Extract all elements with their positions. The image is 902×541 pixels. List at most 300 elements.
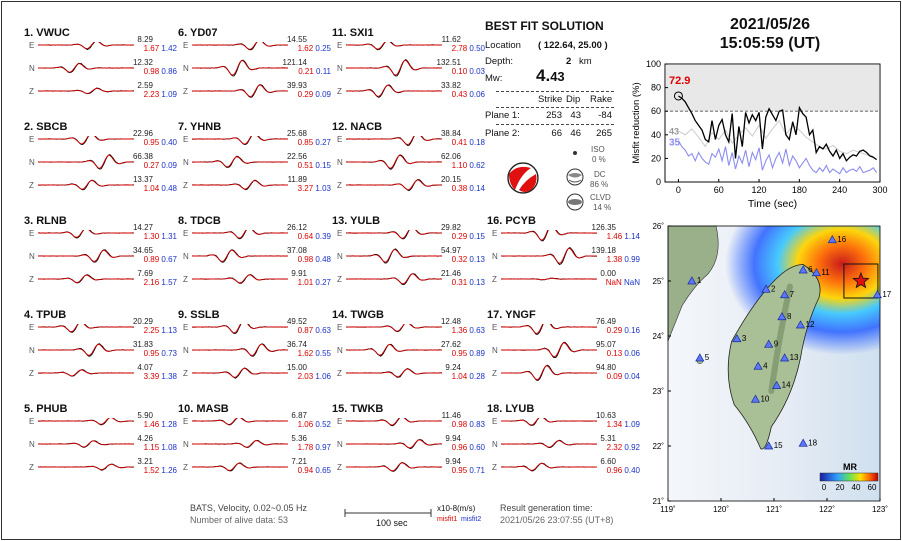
high-reduction-band <box>665 64 880 111</box>
observed-trace <box>346 230 442 239</box>
component-label: N <box>29 252 35 261</box>
component-label: N <box>29 346 35 355</box>
trace-amplitude: 9.24 <box>445 363 461 372</box>
trace-misfit <box>275 466 331 475</box>
misfit1-value: 0.21 <box>298 67 314 76</box>
trace-misfit <box>429 90 485 99</box>
misfit1-value: 1.67 <box>143 44 160 53</box>
misfit1-value: 0.10 <box>451 67 468 76</box>
misfit2-value: 1.03 <box>313 184 331 193</box>
trace-amplitude: 33.82 <box>440 81 461 90</box>
synthetic-trace <box>192 61 288 75</box>
synthetic-trace <box>501 343 597 357</box>
misfit2-value: 0.25 <box>313 44 331 53</box>
misfit1-value: 0.13 <box>606 349 623 358</box>
misfit2-value: 0.03 <box>467 67 485 76</box>
synthetic-trace <box>192 250 288 261</box>
plane2-label: Plane 2: <box>485 128 520 139</box>
trace-amplitude: 139.18 <box>591 246 616 255</box>
trace-amplitude: 13.37 <box>132 175 153 184</box>
station-title: 17. YNGF <box>487 309 536 321</box>
mw-value: 4.43 <box>536 66 565 85</box>
component-label: Z <box>337 87 342 96</box>
station-title: 1. VWUC <box>24 27 70 39</box>
station-label: 12 <box>805 320 815 329</box>
event-date: 2021/05/26 <box>729 16 811 33</box>
trace-amplitude: 36.74 <box>286 340 307 349</box>
component-label: E <box>29 323 35 332</box>
synthetic-trace <box>192 181 288 189</box>
trace-amplitude: 49.52 <box>286 317 307 326</box>
trace-amplitude: 5.31 <box>600 434 616 443</box>
misfit1-value: 1.62 <box>297 349 314 358</box>
misfit2-value: 1.38 <box>159 372 177 381</box>
trace-misfit <box>275 67 331 76</box>
misfit2-value: 0.06 <box>622 349 640 358</box>
trace-misfit <box>275 278 331 287</box>
x-tick-label: 180 <box>791 185 807 195</box>
trace-amplitude: 38.84 <box>440 129 461 138</box>
misfit1-value: 1.04 <box>143 184 160 193</box>
event-time: 15:05:59 (UT) <box>719 35 821 52</box>
lat-tick-label: 24˚ <box>652 332 664 341</box>
synthetic-trace <box>38 136 134 144</box>
misfit2-value: 1.26 <box>159 466 177 475</box>
misfit1-value: 2.78 <box>451 44 468 53</box>
synthetic-trace <box>501 230 597 240</box>
station-title: 13. YULB <box>332 215 381 227</box>
trace-misfit <box>429 138 485 147</box>
observed-trace <box>192 418 288 425</box>
y-tick-label: 60 <box>650 106 661 117</box>
trace-amplitude: 8.29 <box>137 35 153 44</box>
trace-amplitude: 15.00 <box>286 363 307 372</box>
synthetic-trace <box>192 85 288 97</box>
component-label: E <box>492 323 498 332</box>
trace-misfit <box>275 138 331 147</box>
trace-amplitude: 25.68 <box>286 129 307 138</box>
trace-misfit <box>121 349 177 358</box>
lat-tick-label: 23˚ <box>652 387 664 396</box>
trace-misfit <box>121 255 177 264</box>
y-tick-label: 80 <box>650 82 661 93</box>
trace-amplitude: 2.59 <box>137 81 153 90</box>
misfit1-value: 2.03 <box>297 372 314 381</box>
dip-header: Dip <box>566 94 581 105</box>
misfit1-value: 0.31 <box>451 278 468 287</box>
station-label: 8 <box>786 311 792 321</box>
location-label: Location <box>485 40 521 51</box>
trace-amplitude: 27.62 <box>440 340 461 349</box>
trace-amplitude: 9.94 <box>445 434 461 443</box>
synthetic-trace <box>38 464 134 469</box>
trace-amplitude: 34.65 <box>132 246 153 255</box>
station-title: 18. LYUB <box>487 403 535 415</box>
misfit1-value: 1.38 <box>606 255 623 264</box>
component-label: E <box>29 417 35 426</box>
misfit2-value: 0.55 <box>313 349 331 358</box>
trace-amplitude: 39.93 <box>286 81 307 90</box>
misfit2-value: 0.99 <box>622 255 640 264</box>
component-label: N <box>337 64 343 73</box>
observed-trace <box>501 230 597 241</box>
x-tick-label: 300 <box>872 185 888 195</box>
trace-misfit <box>121 443 177 452</box>
misfit1-value: 0.29 <box>606 326 623 335</box>
trace-amplitude: 20.15 <box>440 175 461 184</box>
component-label: N <box>183 440 189 449</box>
synthetic-trace <box>346 180 442 190</box>
misfit2-value: 0.97 <box>313 443 331 452</box>
synthetic-trace <box>38 344 134 355</box>
plane2-rake: 265 <box>596 128 612 139</box>
dc-icon <box>566 168 584 186</box>
trace-misfit <box>275 326 331 335</box>
misfit1-value: 0.95 <box>451 466 468 475</box>
colorbar <box>820 473 878 481</box>
station-title: 10. MASB <box>178 403 229 415</box>
misfit2-value: 0.11 <box>313 67 331 76</box>
table-divider <box>496 124 614 125</box>
misfit2-value: 0.27 <box>313 138 331 147</box>
trace-amplitude: 0.00 <box>600 269 616 278</box>
dc-label: DC <box>594 170 606 179</box>
trace-amplitude: 22.96 <box>132 129 153 138</box>
misfit1-value: 1.62 <box>297 44 314 53</box>
colorbar-tick-label: 40 <box>851 483 861 492</box>
station-label: 18 <box>808 438 818 448</box>
station-label: 16 <box>837 234 847 244</box>
observed-trace <box>38 324 134 332</box>
misfit1-value: 3.39 <box>143 372 160 381</box>
trace-misfit <box>275 420 331 429</box>
component-label: Z <box>29 463 34 472</box>
rake-header: Rake <box>590 94 613 105</box>
synthetic-trace <box>38 370 134 376</box>
station-title: 14. TWGB <box>332 309 384 321</box>
misfit1-value: 2.32 <box>606 443 623 452</box>
component-label: Z <box>29 87 34 96</box>
beachball-icon <box>505 160 541 196</box>
x-axis-label: Time (sec) <box>747 198 798 210</box>
station-title: 11. SXI1 <box>332 27 374 39</box>
trace-misfit <box>429 466 485 475</box>
component-label: N <box>29 158 35 167</box>
y-tick-label: 0 <box>655 177 661 187</box>
trace-amplitude: 121.14 <box>282 58 307 67</box>
iso-value: 0 % <box>592 155 606 164</box>
iso-label: ISO <box>591 145 605 154</box>
time-scale-bar <box>343 508 435 518</box>
synthetic-trace <box>346 369 442 377</box>
misfit1-value: 1.46 <box>606 232 623 241</box>
synthetic-trace <box>192 368 288 377</box>
misfit2-value: 1.09 <box>622 420 640 429</box>
trace-misfit <box>121 161 177 170</box>
misfit1-value: 1.46 <box>143 420 160 429</box>
station-title: 2. SBCB <box>24 121 68 133</box>
depth-label: Depth: <box>485 56 513 67</box>
trace-misfit <box>584 232 640 241</box>
trace-misfit <box>584 278 640 287</box>
component-label: E <box>29 229 35 238</box>
misfit1-value: 1.34 <box>606 420 623 429</box>
lat-tick-label: 26˚ <box>652 222 664 231</box>
misfit1-value: 1.04 <box>451 372 468 381</box>
trace-misfit <box>275 372 331 381</box>
misfit1-value: 0.29 <box>297 90 314 99</box>
trace-amplitude: 29.82 <box>440 223 461 232</box>
trace-misfit <box>429 372 485 381</box>
trace-misfit <box>584 326 640 335</box>
trace-amplitude: 9.91 <box>291 269 307 278</box>
trace-amplitude: 20.29 <box>132 317 153 326</box>
plane1-label: Plane 1: <box>485 110 520 121</box>
station-label: 7 <box>789 289 795 299</box>
iso-icon <box>571 148 581 158</box>
misfit2-value: 0.62 <box>467 161 485 170</box>
misfit1-value: 0.27 <box>143 161 160 170</box>
component-label: Z <box>183 463 188 472</box>
plane2-dip: 46 <box>570 128 581 139</box>
misfit2-value: 1.08 <box>159 443 177 452</box>
component-label: N <box>337 440 343 449</box>
trace-amplitude: 9.94 <box>445 457 461 466</box>
synthetic-trace <box>192 418 288 424</box>
trace-amplitude: 95.07 <box>595 340 616 349</box>
synthetic-trace <box>346 230 442 238</box>
station-label: 3 <box>741 333 747 343</box>
trace-misfit <box>121 278 177 287</box>
observed-trace <box>346 324 442 332</box>
trace-amplitude: 76.49 <box>595 317 616 326</box>
trace-amplitude: 5.90 <box>137 411 153 420</box>
synthetic-trace <box>346 42 442 49</box>
misfit1-value: 1.10 <box>451 161 468 170</box>
misfit1-value: 1.30 <box>143 232 160 241</box>
misfit1-value: 0.89 <box>143 255 160 264</box>
component-label: Z <box>29 181 34 190</box>
misfit2-value: 0.83 <box>467 420 485 429</box>
trace-misfit <box>429 278 485 287</box>
misfit2-value: NaN <box>621 278 640 287</box>
component-label: E <box>29 135 35 144</box>
blue-series-label: 35 <box>669 137 681 149</box>
station-title: 16. PCYB <box>487 215 536 227</box>
lat-tick-label: 25˚ <box>652 277 664 286</box>
synthetic-trace <box>501 324 597 333</box>
plane1-rake: -84 <box>598 110 612 121</box>
trace-misfit <box>429 67 485 76</box>
misfit1-legend: misfit1 <box>437 516 458 523</box>
misfit2-value: 0.40 <box>622 466 640 475</box>
component-label: N <box>492 252 498 261</box>
misfit2-value: 1.14 <box>622 232 640 241</box>
misfit1-value: 1.52 <box>143 466 160 475</box>
misfit1-value: 1.01 <box>297 278 314 287</box>
component-label: N <box>337 252 343 261</box>
synthetic-trace <box>38 88 134 93</box>
station-map <box>640 218 892 524</box>
trace-amplitude: 12.32 <box>132 58 153 67</box>
misfit1-value: 0.29 <box>451 232 468 241</box>
misfit1-value: 0.85 <box>297 138 314 147</box>
trace-misfit <box>429 44 485 53</box>
misfit1-value: 2.23 <box>143 90 160 99</box>
component-label: Z <box>183 87 188 96</box>
component-label: Z <box>29 275 34 284</box>
strike-header: Strike <box>538 94 563 105</box>
component-label: E <box>337 41 343 50</box>
trace-amplitude: 14.55 <box>286 35 307 44</box>
station-label: 13 <box>789 353 799 362</box>
misfit1-value: 0.43 <box>451 90 468 99</box>
misfit2-legend: misfit2 <box>461 516 482 523</box>
x-tick-label: 120 <box>751 185 767 195</box>
component-label: Z <box>337 181 342 190</box>
clvd-icon <box>566 193 584 211</box>
misfit1-value: NaN <box>605 278 622 287</box>
misfit2-value: 0.89 <box>467 349 485 358</box>
trace-amplitude: 7.69 <box>137 269 153 278</box>
synthetic-trace <box>346 324 442 331</box>
misfit2-value: 0.39 <box>313 232 331 241</box>
trace-amplitude: 22.56 <box>286 152 307 161</box>
trace-misfit <box>275 255 331 264</box>
synthetic-trace <box>501 441 597 447</box>
synthetic-trace <box>38 275 134 282</box>
misfit2-value: 1.06 <box>313 372 331 381</box>
misfit2-value: 0.48 <box>313 255 331 264</box>
synthetic-trace <box>346 85 442 96</box>
synthetic-trace <box>192 42 288 49</box>
misfit1-value: 0.87 <box>297 326 314 335</box>
trace-amplitude: 126.35 <box>591 223 616 232</box>
colorbar-tick-label: 0 <box>821 483 827 492</box>
trace-amplitude: 66.38 <box>132 152 153 161</box>
station-title: 9. SSLB <box>178 309 220 321</box>
misfit2-value: 0.15 <box>467 232 485 241</box>
result-title: Result generation time: <box>500 503 593 513</box>
trace-misfit <box>429 184 485 193</box>
dc-value: 86 % <box>590 180 609 189</box>
station-label: 17 <box>882 289 892 299</box>
component-label: E <box>492 417 498 426</box>
component-label: E <box>337 417 343 426</box>
lat-tick-label: 22˚ <box>652 442 664 451</box>
misfit2-value: 0.13 <box>467 255 485 264</box>
trace-amplitude: 5.36 <box>291 434 307 443</box>
misfit1-value: 1.15 <box>143 443 160 452</box>
component-label: E <box>337 323 343 332</box>
misfit2-value: 0.15 <box>313 161 331 170</box>
component-label: Z <box>183 369 188 378</box>
trace-misfit <box>275 90 331 99</box>
station-label: 4 <box>763 361 768 371</box>
station-title: 15. TWKB <box>332 403 384 415</box>
trace-amplitude: 7.21 <box>291 457 307 466</box>
trace-amplitude: 62.06 <box>440 152 461 161</box>
misfit1-value: 0.38 <box>451 184 468 193</box>
misfit1-value: 0.98 <box>451 420 468 429</box>
unit-label: x10-8(m/s) <box>437 504 476 513</box>
misfit2-value: 0.28 <box>467 372 485 381</box>
misfit2-value: 0.04 <box>622 372 640 381</box>
misfit1-value: 1.78 <box>297 443 314 452</box>
component-label: E <box>183 229 189 238</box>
misfit1-value: 0.95 <box>143 349 160 358</box>
colorbar-tick-label: 60 <box>867 483 877 492</box>
trace-misfit <box>275 184 331 193</box>
peak-label: 72.9 <box>669 75 691 87</box>
table-divider <box>496 91 614 92</box>
footer-alive-data: Number of alive data: 53 <box>190 515 289 525</box>
trace-misfit <box>584 466 640 475</box>
misfit2-value: 0.09 <box>313 90 331 99</box>
trace-amplitude: 37.08 <box>286 246 307 255</box>
component-label: E <box>337 135 343 144</box>
misfit1-value: 2.25 <box>143 326 160 335</box>
component-label: N <box>183 158 189 167</box>
location-value: ( 122.64, 25.00 ) <box>538 40 608 51</box>
colorbar-tick-label: 20 <box>835 483 845 492</box>
misfit2-value: 0.14 <box>467 184 485 193</box>
station-label: 2 <box>771 284 776 294</box>
station-label: 9 <box>773 339 779 349</box>
synthetic-trace <box>346 274 442 284</box>
trace-amplitude: 10.63 <box>595 411 616 420</box>
component-label: Z <box>183 181 188 190</box>
component-label: N <box>183 64 189 73</box>
component-label: Z <box>29 369 34 378</box>
observed-trace <box>501 324 597 335</box>
component-label: E <box>492 229 498 238</box>
trace-misfit <box>429 161 485 170</box>
misfit1-value: 0.96 <box>606 466 623 475</box>
synthetic-trace <box>192 324 288 333</box>
trace-amplitude: 6.87 <box>291 411 307 420</box>
misfit2-value: 0.71 <box>467 466 485 475</box>
trace-amplitude: 12.48 <box>440 317 461 326</box>
y-tick-label: 20 <box>650 153 661 164</box>
misfit1-value: 1.36 <box>451 326 468 335</box>
synthetic-trace <box>501 248 597 263</box>
station-title: 6. YD07 <box>178 27 218 39</box>
trace-misfit <box>275 232 331 241</box>
component-label: Z <box>337 463 342 472</box>
synthetic-trace <box>192 344 288 355</box>
synthetic-trace <box>346 136 442 145</box>
misfit1-value: 0.96 <box>451 443 468 452</box>
station-title: 8. TDCB <box>178 215 221 227</box>
misfit2-value: 0.13 <box>467 278 485 287</box>
synthetic-trace <box>192 157 288 167</box>
misfit2-value: 0.52 <box>313 420 331 429</box>
lon-tick-label: 122˚ <box>818 505 836 514</box>
trace-amplitude: 11.62 <box>441 35 461 44</box>
station-label: 1 <box>696 276 702 285</box>
trace-misfit <box>121 44 177 53</box>
component-label: Z <box>337 275 342 284</box>
best-fit-title: BEST FIT SOLUTION <box>485 19 604 33</box>
trace-misfit <box>275 161 331 170</box>
misfit2-value: 0.65 <box>313 466 331 475</box>
synthetic-trace <box>192 441 288 447</box>
station-label: 15 <box>773 441 783 450</box>
trace-amplitude: 54.97 <box>440 246 461 255</box>
component-label: N <box>183 252 189 261</box>
synthetic-trace <box>192 230 288 238</box>
